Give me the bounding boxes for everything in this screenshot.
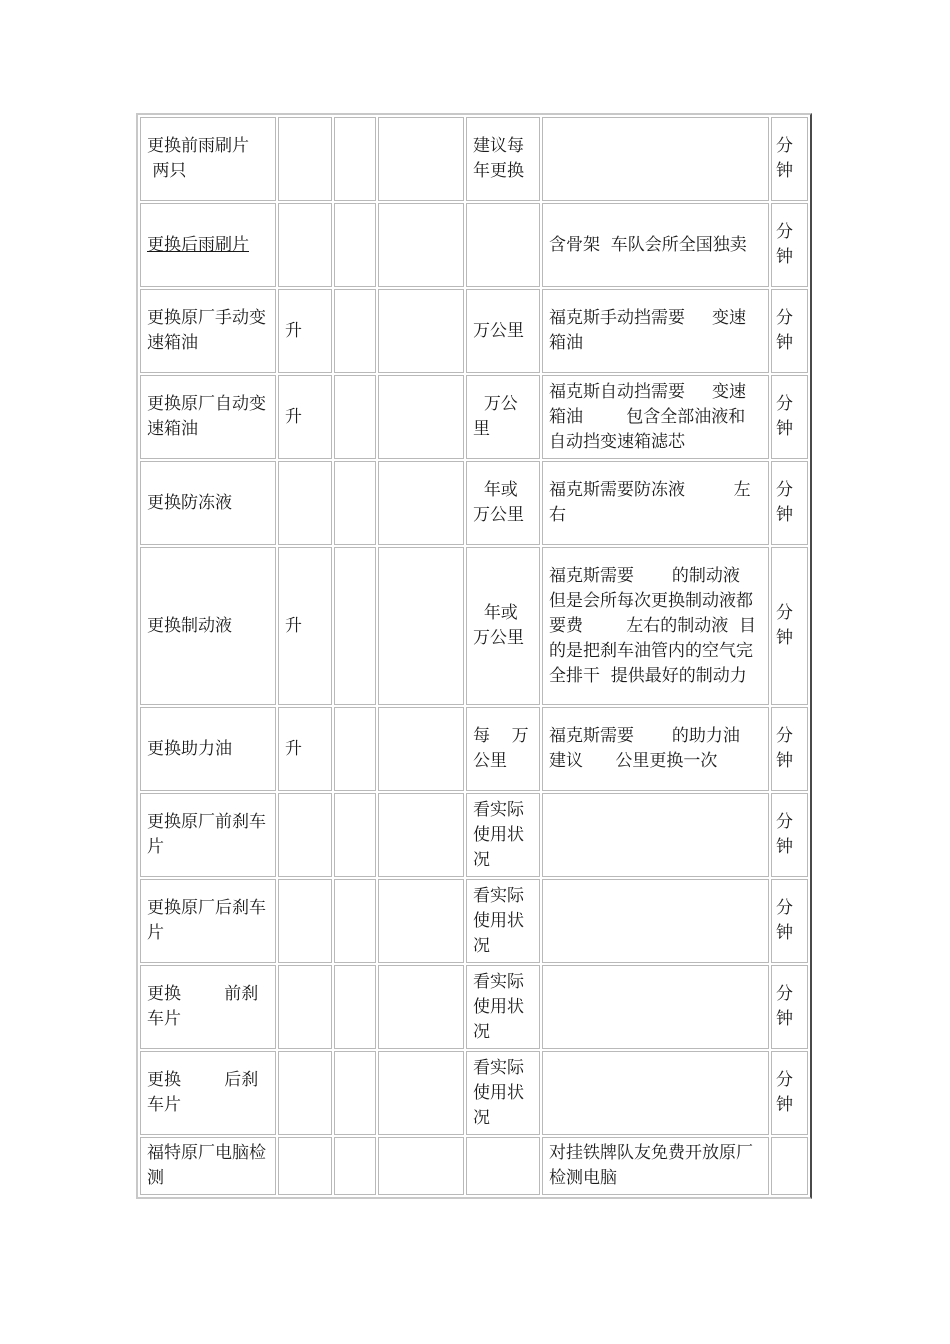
blank-cell xyxy=(378,203,464,287)
blank-cell xyxy=(378,879,464,963)
item-cell: 更换制动液 xyxy=(140,547,276,705)
quantity-cell xyxy=(278,793,332,877)
blank-cell xyxy=(334,965,376,1049)
note-cell xyxy=(542,793,769,877)
interval-cell: 年或 万公里 xyxy=(466,547,540,705)
time-unit-cell: 分钟 xyxy=(771,879,808,963)
blank-cell xyxy=(378,547,464,705)
blank-cell xyxy=(334,289,376,373)
quantity-cell: 升 xyxy=(278,375,332,459)
interval-cell xyxy=(466,203,540,287)
time-unit-cell xyxy=(771,1137,808,1195)
blank-cell xyxy=(378,461,464,545)
interval-cell: 看实际使用状况 xyxy=(466,1051,540,1135)
blank-cell xyxy=(334,547,376,705)
blank-cell xyxy=(334,793,376,877)
time-unit-cell: 分钟 xyxy=(771,707,808,791)
note-cell: 福克斯需要 的制动液 但是会所每次更换制动液都要费 左右的制动液 目的是把刹车油管内的空气完全排干 提供最好的制动力 xyxy=(542,547,769,705)
time-unit-cell: 分钟 xyxy=(771,793,808,877)
table-row xyxy=(140,707,808,791)
table-row xyxy=(140,117,808,201)
time-unit-cell: 分钟 xyxy=(771,461,808,545)
blank-cell xyxy=(334,203,376,287)
blank-cell xyxy=(378,965,464,1049)
time-unit-cell: 分钟 xyxy=(771,117,808,201)
blank-cell xyxy=(378,375,464,459)
note-cell: 对挂铁牌队友免费开放原厂检测电脑 xyxy=(542,1137,769,1195)
table-row xyxy=(140,375,808,459)
blank-cell xyxy=(334,707,376,791)
time-unit-cell: 分钟 xyxy=(771,203,808,287)
blank-cell xyxy=(378,117,464,201)
blank-cell xyxy=(334,117,376,201)
item-cell: 更换后雨刷片 xyxy=(140,203,276,287)
interval-cell: 万公里 xyxy=(466,289,540,373)
quantity-cell xyxy=(278,879,332,963)
item-cell: 更换 后刹车片 xyxy=(140,1051,276,1135)
interval-cell xyxy=(466,1137,540,1195)
item-cell: 更换防冻液 xyxy=(140,461,276,545)
quantity-cell: 升 xyxy=(278,289,332,373)
table-row xyxy=(140,793,808,877)
table-row xyxy=(140,289,808,373)
note-cell xyxy=(542,117,769,201)
blank-cell xyxy=(378,289,464,373)
note-cell: 福克斯需要 的助力油 建议 公里更换一次 xyxy=(542,707,769,791)
item-cell: 更换前雨刷片 两只 xyxy=(140,117,276,201)
maintenance-table xyxy=(136,113,812,1199)
blank-cell xyxy=(334,879,376,963)
table-row xyxy=(140,1137,808,1195)
blank-cell xyxy=(334,375,376,459)
table-row xyxy=(140,203,808,287)
note-cell: 福克斯需要防冻液 左右 xyxy=(542,461,769,545)
time-unit-cell: 分钟 xyxy=(771,289,808,373)
interval-cell: 看实际使用状况 xyxy=(466,879,540,963)
interval-cell: 年或 万公里 xyxy=(466,461,540,545)
blank-cell xyxy=(378,793,464,877)
note-cell: 福克斯手动挡需要 变速箱油 xyxy=(542,289,769,373)
blank-cell xyxy=(378,1051,464,1135)
interval-cell: 建议每年更换 xyxy=(466,117,540,201)
table-row xyxy=(140,461,808,545)
item-cell: 更换 前刹车片 xyxy=(140,965,276,1049)
time-unit-cell: 分钟 xyxy=(771,547,808,705)
quantity-cell: 升 xyxy=(278,547,332,705)
note-cell xyxy=(542,965,769,1049)
quantity-cell xyxy=(278,117,332,201)
item-cell: 更换原厂自动变速箱油 xyxy=(140,375,276,459)
blank-cell xyxy=(334,461,376,545)
quantity-cell: 升 xyxy=(278,707,332,791)
quantity-cell xyxy=(278,461,332,545)
table-row xyxy=(140,547,808,705)
note-cell xyxy=(542,1051,769,1135)
blank-cell xyxy=(334,1137,376,1195)
interval-cell: 看实际使用状况 xyxy=(466,965,540,1049)
note-cell: 福克斯自动挡需要 变速箱油 包含全部油液和自动挡变速箱滤芯 xyxy=(542,375,769,459)
item-cell: 福特原厂电脑检测 xyxy=(140,1137,276,1195)
interval-cell: 看实际使用状况 xyxy=(466,793,540,877)
blank-cell xyxy=(378,1137,464,1195)
time-unit-cell: 分钟 xyxy=(771,1051,808,1135)
quantity-cell xyxy=(278,1137,332,1195)
blank-cell xyxy=(334,1051,376,1135)
note-cell: 含骨架 车队会所全国独卖 xyxy=(542,203,769,287)
item-cell: 更换原厂后刹车片 xyxy=(140,879,276,963)
quantity-cell xyxy=(278,965,332,1049)
table-row xyxy=(140,965,808,1049)
time-unit-cell: 分钟 xyxy=(771,375,808,459)
quantity-cell xyxy=(278,1051,332,1135)
table-row xyxy=(140,1051,808,1135)
item-cell: 更换助力油 xyxy=(140,707,276,791)
interval-cell: 每 万公里 xyxy=(466,707,540,791)
interval-cell: 万公里 xyxy=(466,375,540,459)
time-unit-cell: 分钟 xyxy=(771,965,808,1049)
table-row xyxy=(140,879,808,963)
blank-cell xyxy=(378,707,464,791)
item-cell: 更换原厂手动变速箱油 xyxy=(140,289,276,373)
quantity-cell xyxy=(278,203,332,287)
item-cell: 更换原厂前刹车片 xyxy=(140,793,276,877)
maintenance-table-container xyxy=(136,113,802,1199)
table-body xyxy=(140,117,808,1195)
note-cell xyxy=(542,879,769,963)
